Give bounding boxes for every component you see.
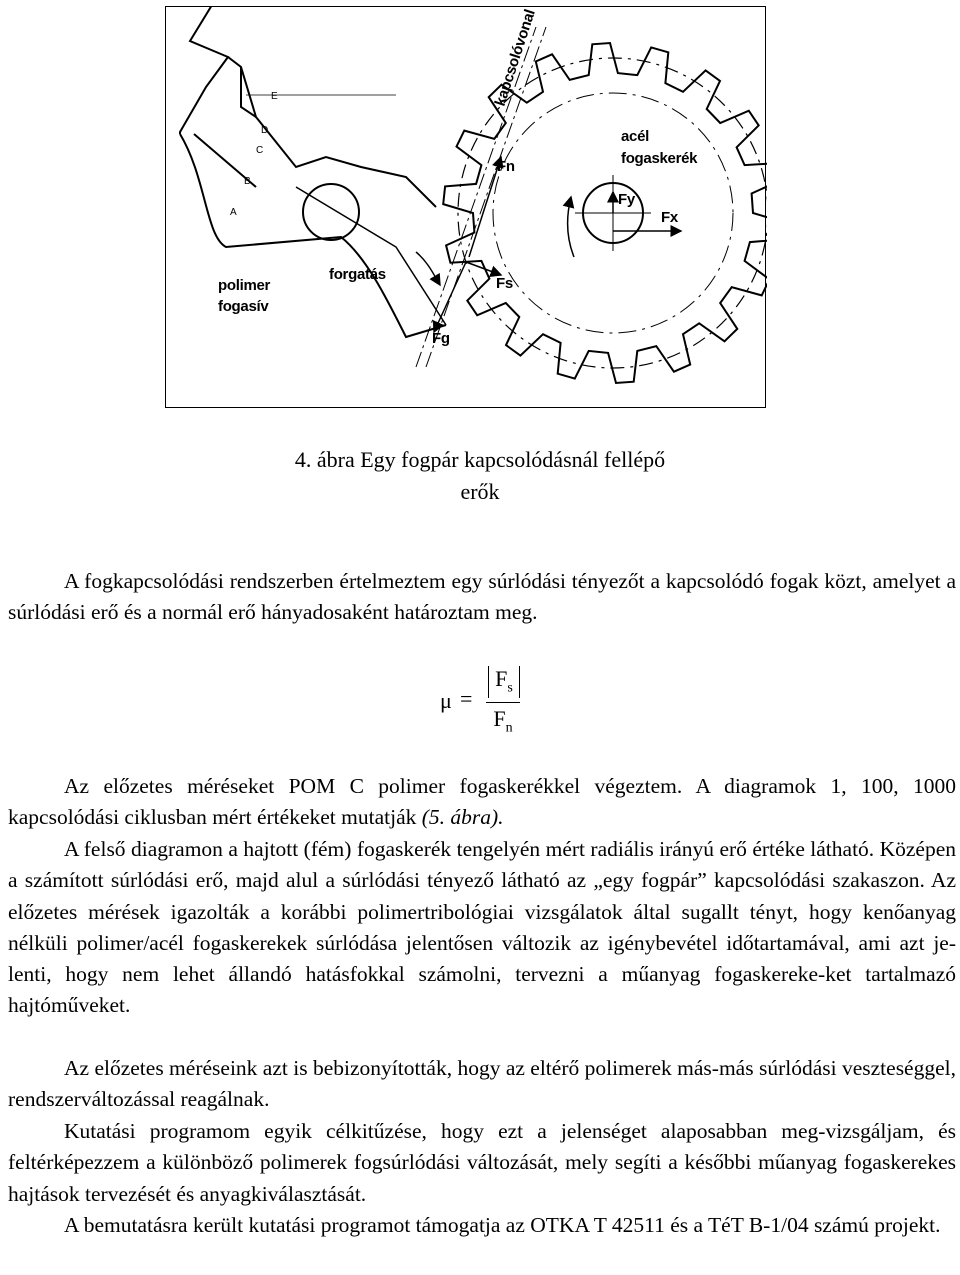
formula-fraction-bar	[486, 702, 520, 703]
figure-caption-line2: erők	[460, 479, 500, 504]
fg-arrow	[434, 262, 466, 332]
point-b-label: B	[244, 176, 251, 187]
polimer-label-2: fogasív	[218, 298, 269, 315]
fs-label: Fs	[496, 275, 513, 292]
kapcsolovonal-label: kapcsolóvonal	[491, 7, 539, 109]
paragraph-1: A fogkapcsolódási rendszerben értelmeztem egy súrlódási tényezőt a kapcsolódó fogak közt, amelyet a súrlódási erő és a normál erő hányadosaként határoztam meg.	[8, 569, 956, 625]
formula-numerator: $F_s$	[488, 666, 520, 698]
friction-formula	[440, 662, 530, 742]
fy-label: Fy	[618, 191, 635, 208]
gear-forces-figure	[165, 6, 766, 408]
acel-label-1: acél	[621, 128, 649, 145]
paragraph-4: Az előzetes méréseink azt is bebizonyították, hogy az eltérő polimerek más-más súrlódási veszteséggel, rendszerváltozással reagálnak.	[8, 1056, 956, 1112]
fn-label: Fn	[497, 158, 515, 175]
formula-mu: μ	[440, 688, 452, 713]
figure-caption-line1: 4. ábra Egy fogpár kapcsolódásnál fellépő	[294, 447, 666, 472]
formula-denominator: $F_n$	[493, 706, 513, 736]
paragraph-2: Az előzetes méréseket POM C polimer fogaskerékkel végeztem. A diagramok 1, 100, 1000 kapcsolódási ciklusban mért értékeket mutatják (5. ábra).	[8, 774, 956, 830]
rotation-arrow-polymer	[416, 252, 440, 285]
paragraph-6: A bemutatásra került kutatási programot támogatja az OTKA T 42511 és a TéT B-1/04 számú projekt.	[64, 1213, 941, 1237]
fg-label: Fg	[432, 330, 450, 347]
point-c-label: C	[256, 145, 264, 156]
paragraph-5: Kutatási programom egyik célkitűzése, hogy ezt a jelenséget alaposabban meg-vizsgáljam, és feltérképezzem a különböző polimerek fogsúrlódási változását, mely segíti a későbbi műanyag fogaskerekes hajtások tervezését és anyagkiválasztását.	[8, 1119, 956, 1206]
paragraph-3: A felső diagramon a hajtott (fém) fogaskerék tengelyén mért radiális irányú erő értéke látható. Középen a számított súrlódási erő, majd alul a súrlódási tényező látható az „egy fogpár” kapcsolódási szakaszon. Az előzetes mérések igazolták a korábbi polimertribológiai vizsgálatok által sugallt tényt, hogy kenőanyag nélküli polimer/acél fogaskerekek súrlódása jelentősen változik az igénybevétel időtartamával, ami azt je-lenti, hogy nem lehet állandó hatásfokkal számolni, tervezni a műanyag fogaskereke-ket tartalmazó hajtóműveket.	[8, 837, 956, 1018]
fx-label: Fx	[661, 209, 678, 226]
point-e-label: E	[271, 91, 278, 102]
acel-label-2: fogaskerék	[621, 150, 698, 167]
figure-reference: (5. ábra).	[421, 805, 504, 830]
rotation-arrow-steel	[568, 197, 574, 257]
polimer-label-1: polimer	[218, 277, 271, 294]
forgatas-label: forgatás	[329, 266, 386, 283]
gear-diagram	[166, 7, 767, 409]
point-d-label: D	[261, 125, 269, 136]
point-a-label: A	[230, 207, 237, 218]
formula-equals: =	[460, 686, 473, 711]
